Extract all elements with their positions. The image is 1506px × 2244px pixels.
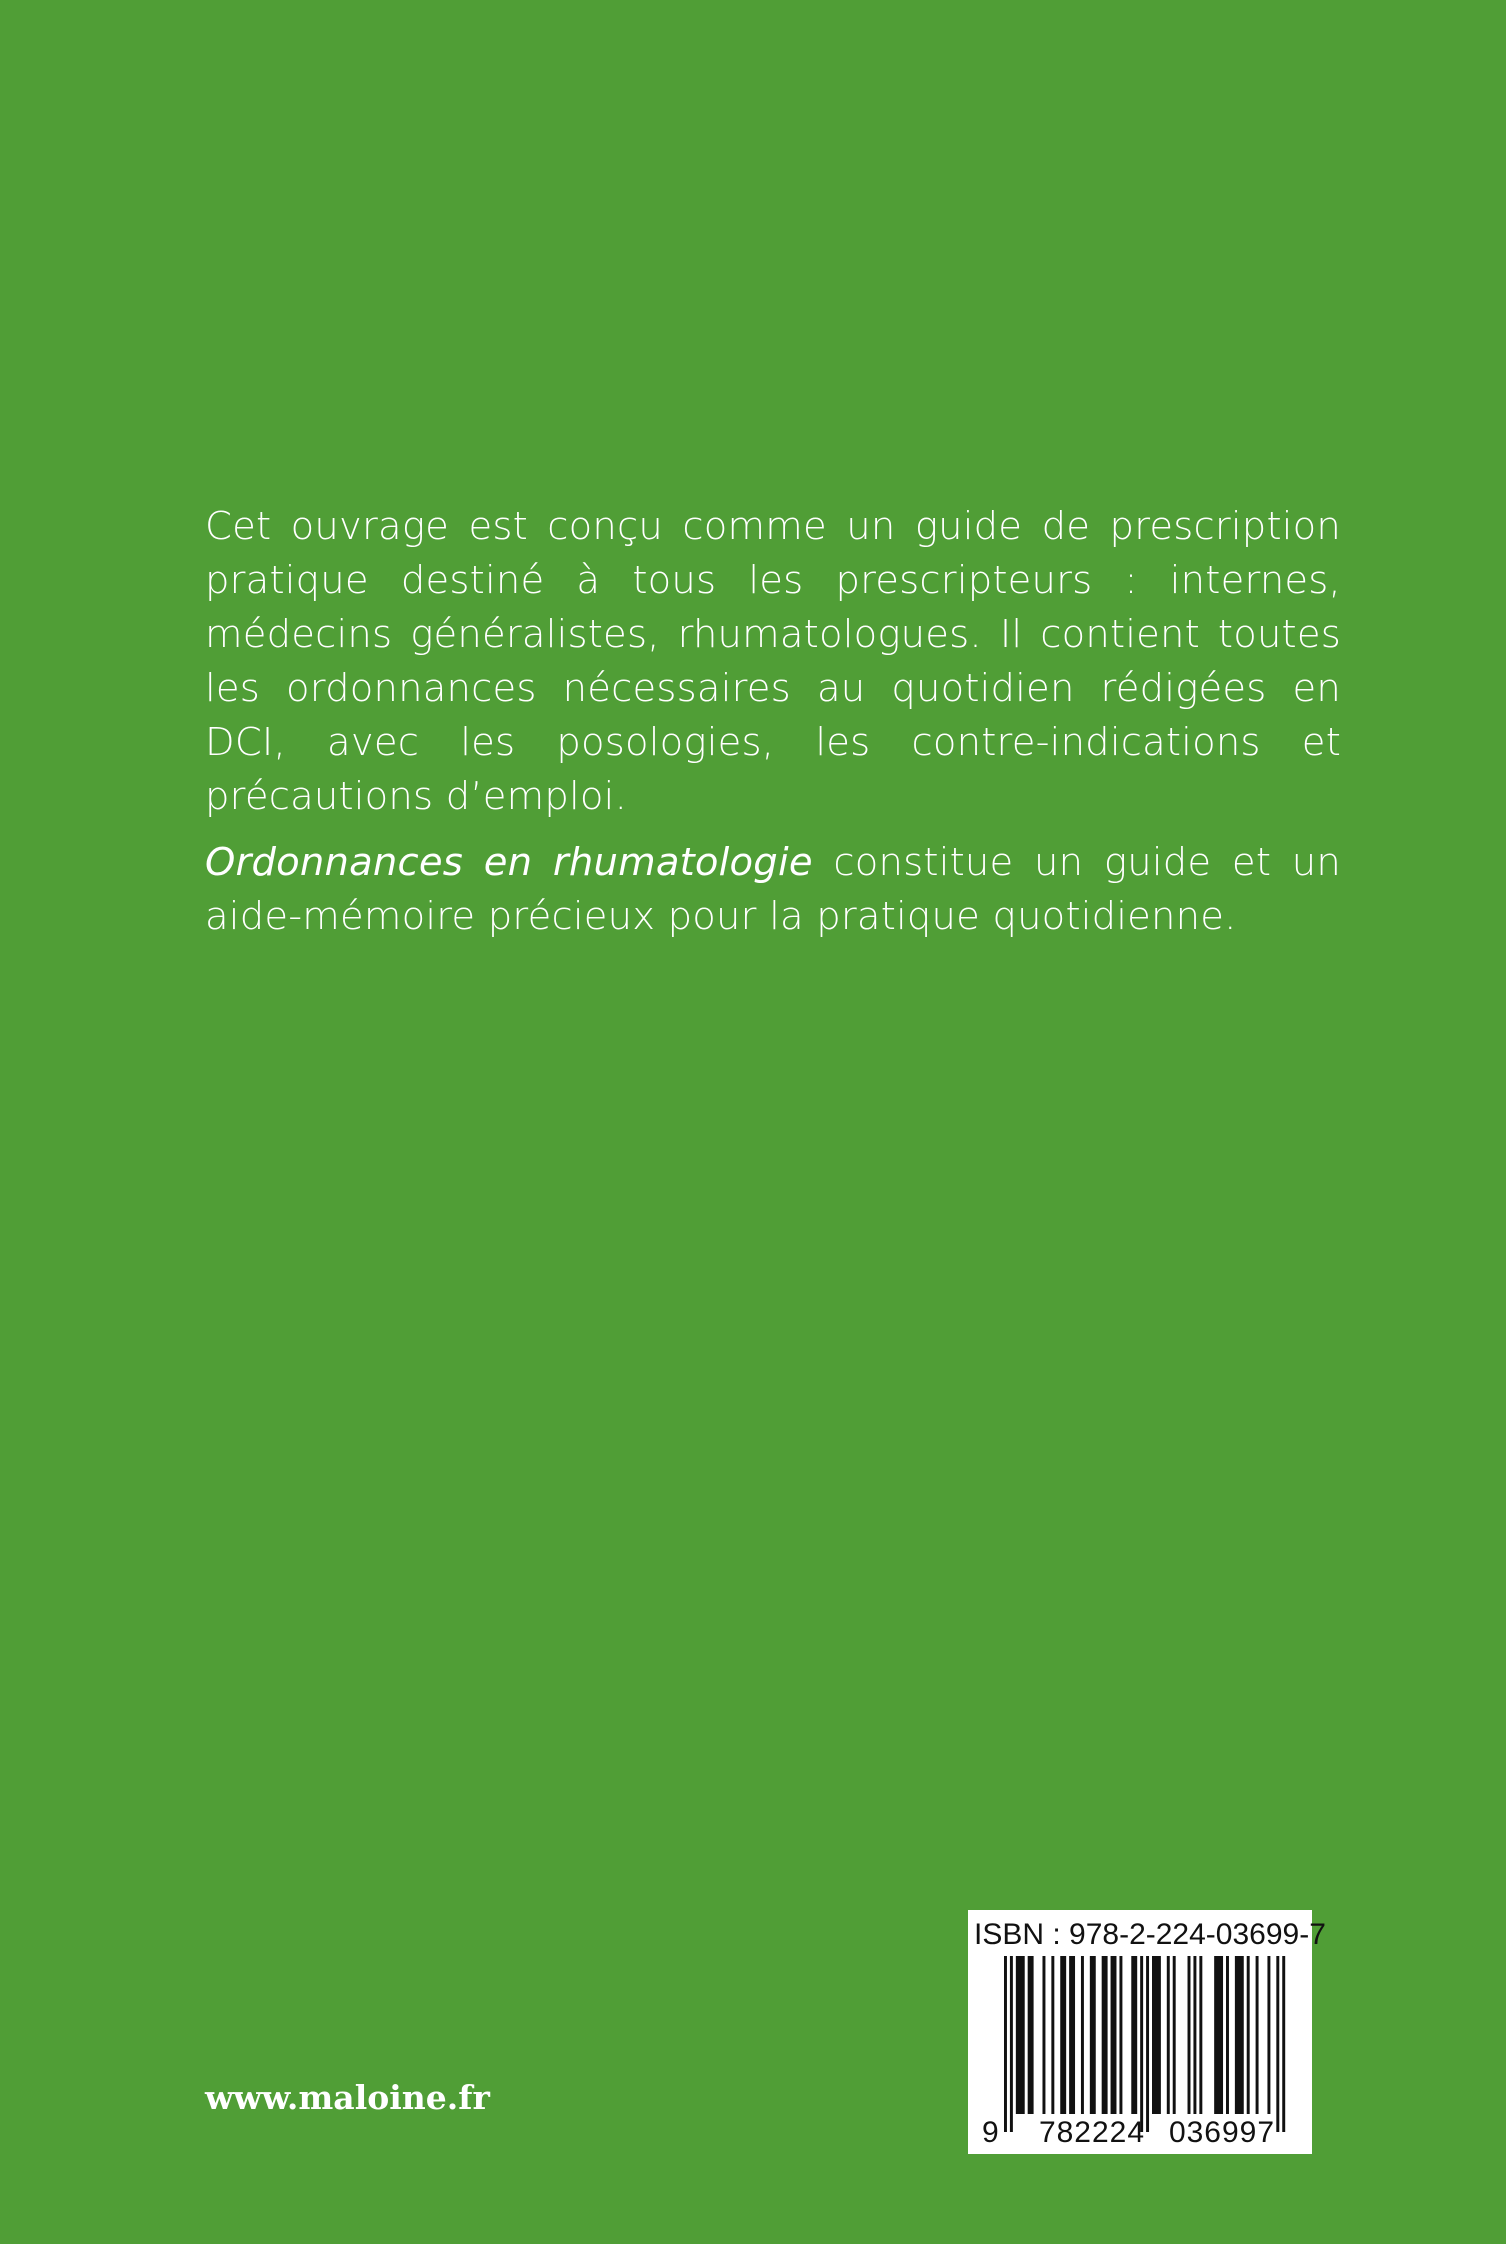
barcode-bar [1090,1956,1096,2114]
barcode-bar [1214,1956,1223,2114]
barcode-bar [1140,1956,1143,2132]
barcode-bar [1131,1956,1137,2114]
back-cover-blurb [205,500,1341,944]
blurb-paragraph-2 [205,836,1341,944]
barcode-bar [1276,1956,1279,2132]
ean13-barcode [968,1910,1326,2154]
barcode-right-digits: 036997 [1168,2116,1276,2149]
barcode-bar [1111,1956,1117,2114]
barcode-bar [1188,1956,1191,2114]
barcode-bars [1004,1956,1285,2132]
barcode-bar [1256,1956,1259,2114]
book-title: Ordonnances en rhumatologie [205,840,813,885]
barcode-label [968,1910,1326,2154]
barcode-bar [1028,1956,1034,2114]
barcode-lead-digit: 9 [982,2116,999,2149]
barcode-bar [1051,1956,1054,2114]
barcode-bar [1119,1956,1122,2114]
barcode-bar [1173,1956,1176,2114]
barcode-bar [1247,1956,1250,2114]
barcode-bar [1199,1956,1202,2114]
barcode-bar [1282,1956,1285,2132]
barcode-bar [1010,1956,1013,2132]
barcode-bar [1267,1956,1270,2114]
publisher-website[interactable]: www.maloine.fr [205,2078,490,2117]
blurb-paragraph-1: Cet ouvrage est conçu comme un guide de prescription pratique destiné à tous les prescripteurs : internes, médecins généralistes, rhumatologues. Il contient toutes les ordonnances nécessaires au quotidien rédigées en DCI, avec les posologies, les contre-indications et précautions d’emploi. [205,504,1341,819]
barcode-bar [1016,1956,1025,2114]
blurb-paragraph-2-text: constitue un guide et un aide-mémoire précieux pour la pratique quotidienne. [205,840,1341,939]
barcode-bar [1081,1956,1084,2114]
barcode-bar [1102,1956,1108,2114]
barcode-left-digits: 782224 [1038,2116,1146,2149]
barcode-bar [1167,1956,1170,2114]
barcode-bar [1060,1956,1066,2114]
barcode-bar [1069,1956,1075,2114]
isbn-number: ISBN : 978-2-224-03699-7 [974,1918,1326,1951]
barcode-bar [1226,1956,1229,2114]
barcode-bar [1146,1956,1149,2132]
barcode-bar [1042,1956,1045,2114]
barcode-bar [1193,1956,1196,2114]
barcode-bar [1152,1956,1161,2114]
barcode-bar [1235,1956,1244,2114]
barcode-bar [1004,1956,1007,2132]
